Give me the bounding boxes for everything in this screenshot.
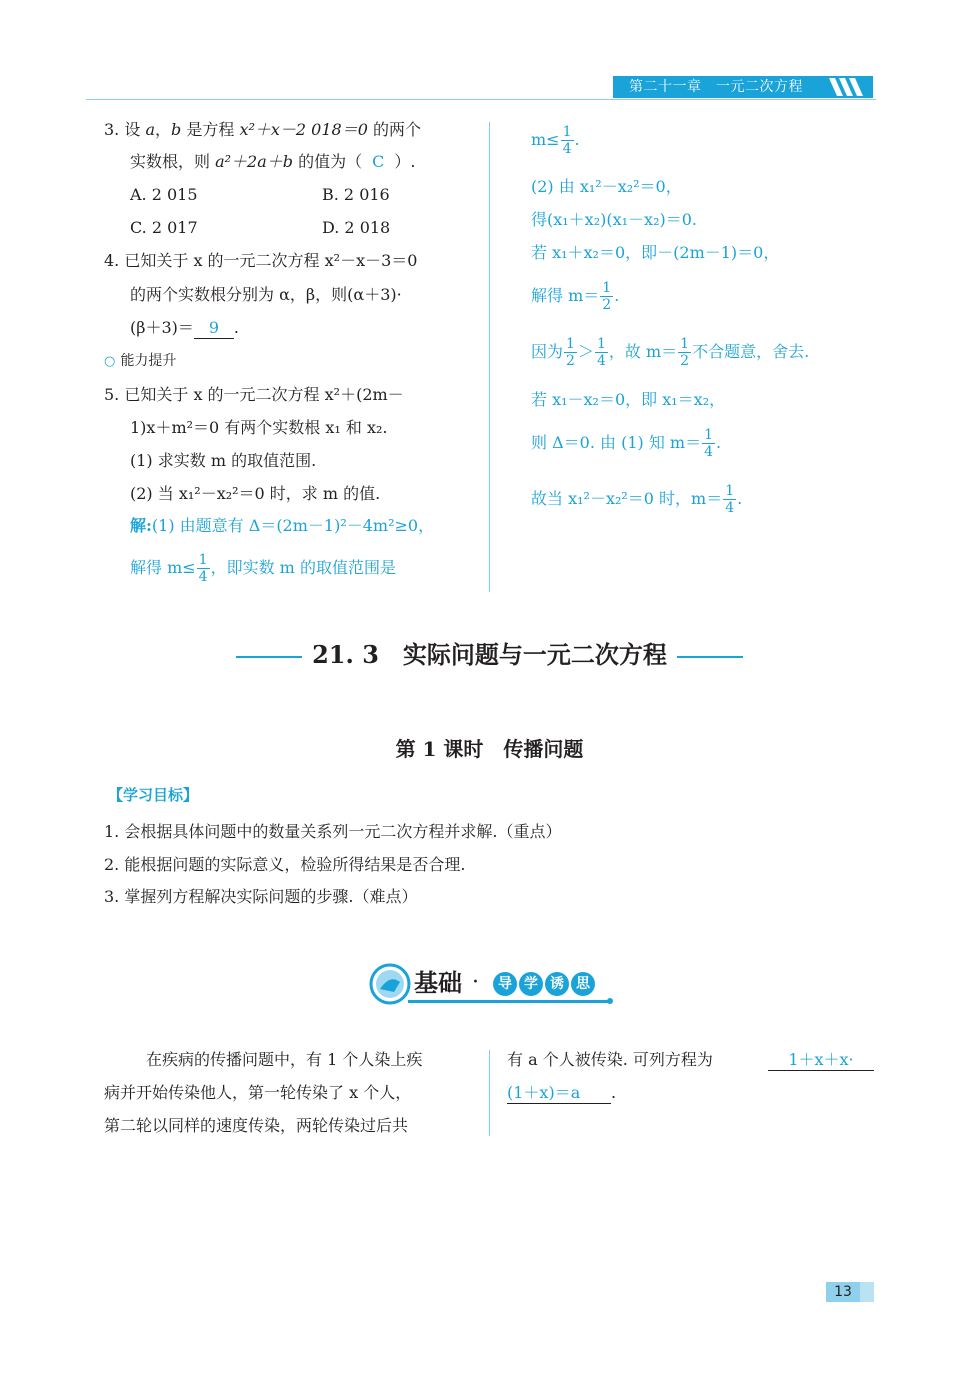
intro-right-line1: 有 a 个人被传染. 可列方程为 bbox=[507, 1050, 713, 1069]
q5-line2: 1)x＋m²＝0 有两个实数根 x₁ 和 x₂. bbox=[130, 418, 388, 437]
objective-item: 1. 会根据具体问题中的数量关系列一元二次方程并求解.（重点） bbox=[104, 822, 562, 841]
q4-line1: 4. 已知关于 x 的一元二次方程 x²－x－3＝0 bbox=[104, 251, 418, 270]
q5-right-line9: 故当 x₁²－x₂²＝0 时，m＝ $\frac{1}{4}$ . bbox=[531, 483, 743, 516]
banner-char: 导 bbox=[498, 976, 512, 992]
stripes-icon bbox=[825, 78, 869, 96]
q5-right-line2: (2) 由 x₁²－x₂²＝0， bbox=[531, 177, 682, 196]
objectives-heading: 【学习目标】 bbox=[108, 786, 199, 804]
intro-answer-blank1: 1＋x＋x· bbox=[768, 1050, 874, 1071]
chapter-header bbox=[613, 76, 873, 98]
header-rule bbox=[86, 99, 876, 100]
section-title: 21. 3 实际问题与一元二次方程 bbox=[0, 640, 979, 670]
q3-line2: 实数根，则 a²＋2a＋b 的值为（ C ）. bbox=[130, 152, 416, 171]
intro-line3: 第二轮以同样的速度传染，两轮传染过后共 bbox=[104, 1116, 409, 1135]
banner-char: 学 bbox=[524, 976, 538, 992]
q5-part1: (1) 求实数 m 的取值范围. bbox=[130, 451, 317, 470]
section-banner bbox=[368, 962, 618, 1010]
q3-option-b: B. 2 016 bbox=[322, 185, 390, 204]
ability-heading: ○ 能力提升 bbox=[104, 353, 177, 369]
intro-answer-blank2: (1＋x)＝a bbox=[507, 1083, 611, 1104]
q5-solution-line2: 解得 m≤ $\frac{1}{4}$ ，即实数 m 的取值范围是 bbox=[130, 552, 396, 585]
q5-right-line4: 若 x₁＋x₂＝0，即－(2m－1)＝0， bbox=[531, 243, 780, 262]
q5-right-line8: 则 Δ＝0. 由 (1) 知 m＝ $\frac{1}{4}$ . bbox=[531, 427, 722, 460]
banner-char: 思 bbox=[576, 976, 590, 992]
q4-line2: 的两个实数根分别为 α，β，则(α＋3)· bbox=[130, 285, 402, 304]
q4-line3: (β＋3)＝ 9 . bbox=[130, 318, 240, 337]
chapter-title: 第二十一章 一元二次方程 bbox=[629, 79, 803, 95]
page-number: 13 bbox=[826, 1282, 860, 1302]
q5-part2: (2) 当 x₁²－x₂²＝0 时，求 m 的值. bbox=[130, 484, 381, 503]
q5-right-line6: 因为 $\frac{1}{2}$ ＞ $\frac{1}{4}$ ，故 m＝ $\frac{1}{2}$ 不合题意，舍去. bbox=[531, 336, 810, 369]
column-divider bbox=[489, 122, 490, 592]
intro-line1: 在疾病的传播问题中，有 1 个人染上疾 bbox=[146, 1050, 423, 1069]
circle-icon: ○ bbox=[104, 354, 116, 369]
q3-answer: C bbox=[372, 152, 385, 171]
intro-right-line2: (1＋x)＝a . bbox=[507, 1083, 617, 1102]
q4-answer: 9 bbox=[194, 318, 234, 339]
q5-line1: 5. 已知关于 x 的一元二次方程 x²＋(2m－ bbox=[104, 385, 404, 404]
q3-line1: 3. 设 a，b 是方程 x²＋x－2 018＝0 的两个 bbox=[104, 120, 421, 139]
q3-option-d: D. 2 018 bbox=[322, 218, 391, 237]
title-rule-left bbox=[236, 656, 302, 658]
q5-right-line5: 解得 m＝ $\frac{1}{2}$ . bbox=[531, 280, 620, 313]
lesson-title: 第 1 课时 传播问题 bbox=[395, 737, 584, 761]
q5-right-line1: m≤ $\frac{1}{4}$ . bbox=[531, 124, 580, 157]
title-rule-right bbox=[677, 656, 743, 658]
banner-main: 基础 bbox=[414, 969, 462, 997]
banner-char: 诱 bbox=[550, 976, 564, 992]
intro-line2: 病并开始传染他人，第一轮传染了 x 个人， bbox=[104, 1083, 412, 1102]
objective-item: 3. 掌握列方程解决实际问题的步骤.（难点） bbox=[104, 887, 418, 906]
banner-dot: · bbox=[472, 970, 479, 995]
objective-item: 2. 能根据问题的实际意义，检验所得结果是否合理. bbox=[104, 855, 466, 874]
q5-right-line3: 得(x₁＋x₂)(x₁－x₂)＝0. bbox=[531, 210, 697, 229]
q3-option-c: C. 2 017 bbox=[130, 218, 198, 237]
q5-right-line7: 若 x₁－x₂＝0，即 x₁＝x₂， bbox=[531, 390, 726, 409]
column-divider bbox=[489, 1050, 490, 1136]
q3-option-a: A. 2 015 bbox=[130, 185, 198, 204]
q5-solution-line1: 解:(1) 由题意有 Δ＝(2m－1)²－4m²≥0， bbox=[130, 516, 435, 535]
